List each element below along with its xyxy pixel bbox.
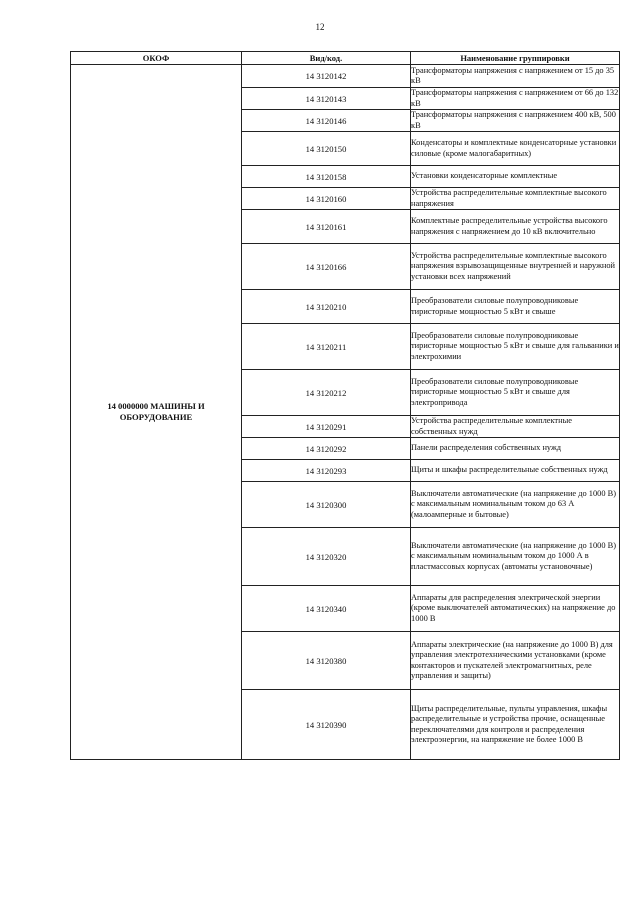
table-body [71, 65, 620, 760]
name-cell: Конденсаторы и комплектные конденсаторные установки силовые (кроме малогабаритных) [411, 132, 620, 166]
table-header-row [71, 52, 620, 65]
name-cell: Щиты и шкафы распределительные собственных нужд [411, 460, 620, 482]
name-cell: Трансформаторы напряжения с напряжением от 15 до 35 кВ [411, 65, 620, 88]
name-cell: Устройства распределительные комплектные собственных нужд [411, 416, 620, 438]
name-cell: Щиты распределительные, пульты управления, шкафы распределительные и устройства прочие, оснащенные переключателями для контроля и распределения электроэнергии, на напряжение не более 1000 В [411, 690, 620, 760]
code-cell: 14 3120320 [242, 528, 411, 586]
page-number: 12 [315, 22, 325, 32]
code-cell: 14 3120158 [242, 166, 411, 188]
code-cell: 14 3120142 [242, 65, 411, 88]
okof-group-cell: 14 0000000 МАШИНЫ И ОБОРУДОВАНИЕ [71, 65, 242, 760]
name-cell: Аппараты для распределения электрической энергии (кроме выключателей автоматических) на напряжение до 1000 В [411, 586, 620, 632]
name-cell: Комплектные распределительные устройства высокого напряжения с напряжением до 10 кВ включительно [411, 210, 620, 244]
code-cell: 14 3120212 [242, 370, 411, 416]
code-cell: 14 3120143 [242, 88, 411, 110]
name-cell: Выключатели автоматические (на напряжение до 1000 В) с максимальным номинальным током до 1000 А в пластмассовых корпусах (автоматы установочные) [411, 528, 620, 586]
table-row [71, 65, 620, 88]
code-cell: 14 3120390 [242, 690, 411, 760]
code-cell: 14 3120340 [242, 586, 411, 632]
header-code: Вид/код. [242, 52, 411, 65]
code-cell: 14 3120166 [242, 244, 411, 290]
header-okof: ОКОФ [71, 52, 242, 65]
header-name: Наименование группировки [411, 52, 620, 65]
name-cell: Устройства распределительные комплектные высокого напряжения [411, 188, 620, 210]
name-cell: Преобразователи силовые полупроводниковые тиристорные мощностью 5 кВт и свыше для гальваники и электрохимии [411, 324, 620, 370]
code-cell: 14 3120291 [242, 416, 411, 438]
code-cell: 14 3120300 [242, 482, 411, 528]
okof-table [70, 51, 620, 760]
code-cell: 14 3120292 [242, 438, 411, 460]
name-cell: Аппараты электрические (на напряжение до 1000 В) для управления электротехническими установками (кроме контакторов и пускателей электромагнитных, реле управления и защиты) [411, 632, 620, 690]
name-cell: Установки конденсаторные комплектные [411, 166, 620, 188]
code-cell: 14 3120150 [242, 132, 411, 166]
code-cell: 14 3120293 [242, 460, 411, 482]
name-cell: Трансформаторы напряжения с напряжением от 66 до 132 кВ [411, 88, 619, 108]
code-cell: 14 3120160 [242, 188, 411, 210]
name-cell: Устройства распределительные комплектные высокого напряжения взрывозащищенные внутренней и наружной установки всех напряжений [411, 244, 620, 290]
code-cell: 14 3120380 [242, 632, 411, 690]
name-cell: Преобразователи силовые полупроводниковые тиристорные мощностью 5 кВт и свыше для электропривода [411, 370, 620, 416]
code-cell: 14 3120210 [242, 290, 411, 324]
code-cell: 14 3120161 [242, 210, 411, 244]
code-cell: 14 3120146 [242, 110, 411, 132]
name-cell: Преобразователи силовые полупроводниковые тиристорные мощностью 5 кВт и свыше [411, 290, 620, 324]
name-cell: Выключатели автоматические (на напряжение до 1000 В) с максимальным номинальным током до 63 А (малоамперные и бытовые) [411, 482, 620, 528]
name-cell: Трансформаторы напряжения с напряжением 400 кВ, 500 кВ [411, 110, 620, 132]
name-cell: Панели распределения собственных нужд [411, 438, 620, 460]
code-cell: 14 3120211 [242, 324, 411, 370]
